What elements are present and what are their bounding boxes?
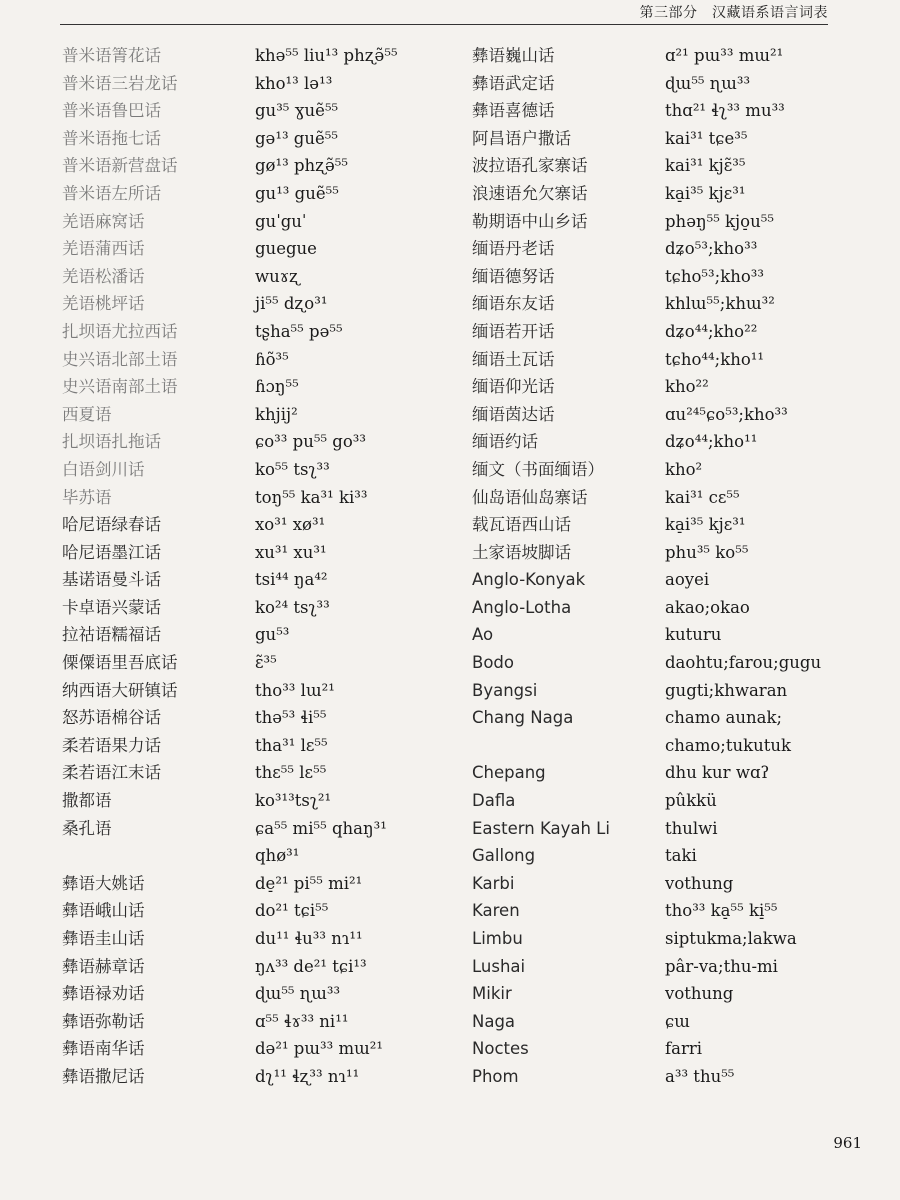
word-form: ka̠i³⁵ kjɛ³¹: [665, 183, 746, 203]
word-form: gu⁵³: [255, 625, 290, 645]
word-form: ɛ̃³⁵: [255, 653, 277, 673]
word-form: ko²⁴ tsʅ³³: [255, 597, 330, 617]
word-form: kho²²: [665, 377, 709, 397]
word-form: khlɯ⁵⁵;khɯ³²: [665, 294, 775, 314]
dialect-name: 彝语武定话: [472, 73, 555, 93]
word-form: gugti;khwaran: [665, 680, 788, 700]
word-form: tɕho⁵³;kho³³: [665, 266, 765, 286]
dialect-name: 怒苏语棉谷话: [62, 708, 161, 728]
word-form: a³³ thu⁵⁵: [665, 1066, 735, 1086]
word-form: tho³³ lɯ²¹: [255, 680, 335, 700]
word-form: thə⁵³ ɬi⁵⁵: [255, 708, 327, 728]
right-dialect-column: [472, 42, 652, 1091]
dialect-name: 撒都语: [62, 791, 112, 811]
dialect-name: 普米语拖七话: [62, 128, 161, 148]
word-form: kai³¹ cɛ⁵⁵: [665, 487, 740, 507]
dialect-name: Chepang: [472, 763, 546, 783]
word-form: dʅ¹¹ ɬʐ³³ nɿ¹¹: [255, 1066, 360, 1086]
dialect-name: [472, 732, 652, 760]
dialect-name: Noctes: [472, 1039, 529, 1059]
left-form-column: [255, 42, 465, 1091]
dialect-name: 彝语南华话: [62, 1039, 145, 1059]
word-form: ko⁵⁵ tsʅ³³: [255, 459, 330, 479]
word-form: thɑ²¹ ɬʅ³³ mu³³: [665, 101, 785, 121]
word-form: dʑo⁴⁴;kho¹¹: [665, 432, 758, 452]
dialect-name: Bodo: [472, 653, 514, 673]
dialect-name: 波拉语孔家寨话: [472, 156, 588, 176]
dialect-name: 彝语喜德话: [472, 101, 555, 121]
dialect-name: 毕苏语: [62, 487, 112, 507]
dialect-name: Karen: [472, 901, 520, 921]
word-form: kho²: [665, 459, 703, 479]
word-form: ɦõ³⁵: [255, 349, 289, 369]
word-form: pâr-va;thu-mi: [665, 956, 778, 976]
word-form: qhø³¹: [255, 846, 300, 866]
word-form: aoyei: [665, 570, 710, 590]
word-form: ŋʌ³³ de²¹ tɕi¹³: [255, 956, 367, 976]
word-form: ɕa⁵⁵ mi⁵⁵ qhaŋ³¹: [255, 818, 387, 838]
word-form: wuɤʐ: [255, 266, 299, 286]
word-form: akao;okao: [665, 597, 750, 617]
dialect-name: Naga: [472, 1011, 516, 1031]
dialect-name: Phom: [472, 1066, 519, 1086]
dialect-name: Ao: [472, 625, 494, 645]
left-dialect-column: [62, 42, 252, 1091]
dialect-name: Byangsi: [472, 680, 538, 700]
dialect-name: 羌语麻窝话: [62, 211, 145, 231]
dialect-name: Anglo-Lotha: [472, 597, 572, 617]
page-number: 961: [833, 1134, 862, 1152]
word-form: de̠²¹ pi⁵⁵ mi²¹: [255, 873, 363, 893]
dialect-name: Limbu: [472, 929, 523, 948]
word-form: kho¹³ lə¹³: [255, 73, 333, 93]
dialect-name: 缅文（书面缅语）: [472, 459, 604, 479]
word-form: tho³³ ka̠⁵⁵ ki̠⁵⁵: [665, 901, 778, 921]
word-form: gu¹³ guẽ⁵⁵: [255, 183, 339, 203]
right-form-column: [665, 42, 865, 1091]
word-form: do²¹ tɕi⁵⁵: [255, 901, 329, 921]
dialect-name: 勒期语中山乡话: [472, 211, 588, 231]
word-form: vothung: [665, 873, 734, 893]
dialect-name: Chang Naga: [472, 708, 574, 728]
dialect-name: Dafla: [472, 791, 516, 811]
word-form: chamo aunak;: [665, 708, 783, 728]
word-form: xo³¹ xø³¹: [255, 515, 326, 535]
dialect-name: 缅语若开话: [472, 321, 555, 341]
dialect-name: 彝语巍山话: [472, 46, 555, 65]
word-form: ɕo³³ pu⁵⁵ go³³: [255, 432, 367, 452]
dialect-name: 阿昌语户撒话: [472, 128, 571, 148]
word-form: kai³¹ tɕe³⁵: [665, 128, 748, 148]
word-form: dʑo⁵³;kho³³: [665, 239, 758, 259]
dialect-name: 基诺语曼斗话: [62, 570, 161, 590]
word-form: du¹¹ ɬu³³ nɿ¹¹: [255, 929, 363, 948]
page-header: [0, 0, 900, 26]
word-form: taki: [665, 846, 697, 866]
dialect-name: 缅语东友话: [472, 294, 555, 314]
dialect-name: Lushai: [472, 956, 526, 976]
dialect-name: 缅语仰光话: [472, 377, 555, 397]
word-form: tʂha⁵⁵ pə⁵⁵: [255, 321, 343, 341]
word-form: khə⁵⁵ liu¹³ phʐə̃⁵⁵: [255, 46, 398, 65]
dialect-name: 羌语松潘话: [62, 266, 145, 286]
word-form: tɕho⁴⁴;kho¹¹: [665, 349, 765, 369]
dialect-name: 彝语大姚话: [62, 873, 145, 893]
word-form: ɑ²¹ pɯ³³ mɯ²¹: [665, 46, 784, 65]
word-form: farri: [665, 1039, 702, 1059]
dialect-name: 缅语丹老话: [472, 239, 555, 259]
dialect-name: 普米语鲁巴话: [62, 101, 161, 121]
word-form: ko³¹³tsʅ²¹: [255, 791, 332, 811]
word-form: phu³⁵ ko⁵⁵: [665, 542, 749, 562]
dialect-name: 彝语赫章话: [62, 956, 145, 976]
word-form: guˈguˈ: [255, 211, 307, 231]
dialect-name: Gallong: [472, 846, 536, 866]
dialect-name: Anglo-Konyak: [472, 570, 586, 590]
dialect-name: 拉祜语糯福话: [62, 625, 161, 645]
dialect-name: 卡卓语兴蒙话: [62, 597, 161, 617]
dialect-name: 彝语弥勒话: [62, 1011, 145, 1031]
word-form: ka̠i³⁵ kjɛ³¹: [665, 515, 746, 535]
word-form: ɑu²⁴⁵ɕo⁵³;kho³³: [665, 404, 788, 424]
word-form: gu³⁵ ɣuẽ⁵⁵: [255, 101, 339, 121]
word-form: ji⁵⁵ dʐo³¹: [255, 294, 328, 314]
dialect-name: 西夏语: [62, 404, 112, 424]
word-form: chamo;tukutuk: [665, 735, 791, 755]
word-form: ɖɯ⁵⁵ ɳɯ³³: [255, 984, 341, 1004]
word-form: kai³¹ kjɛ̃³⁵: [665, 156, 746, 176]
dialect-name: 史兴语南部土语: [62, 377, 178, 397]
running-head: 第三部分 汉藏语系语言词表: [639, 5, 828, 21]
word-form: ɦɔŋ⁵⁵: [255, 377, 299, 397]
dialect-name: [62, 842, 252, 870]
word-form: gø¹³ phʐə̃⁵⁵: [255, 156, 349, 176]
dialect-name: 普米语三岩龙话: [62, 73, 178, 93]
dialect-name: 傈僳语里吾底话: [62, 653, 178, 673]
word-form: siptukma;lakwa: [665, 929, 797, 948]
dialect-name: 土家语坡脚话: [472, 542, 571, 562]
word-form: thulwi: [665, 818, 718, 838]
word-form: xu³¹ xu³¹: [255, 542, 327, 562]
word-form: vothung: [665, 984, 734, 1004]
word-form: tsi⁴⁴ ŋa⁴²: [255, 570, 328, 590]
dialect-name: 彝语峨山话: [62, 901, 145, 921]
dialect-name: 载瓦语西山话: [472, 515, 571, 535]
dialect-name: 普米语新营盘话: [62, 156, 178, 176]
dialect-name: 普米语箐花话: [62, 46, 161, 65]
dialect-name: Karbi: [472, 873, 515, 893]
word-form: thɛ⁵⁵ lɛ⁵⁵: [255, 763, 327, 783]
dialect-name: 扎坝语尤拉西话: [62, 321, 178, 341]
word-form: guegue: [255, 239, 317, 259]
dialect-name: 仙岛语仙岛寨话: [472, 487, 588, 507]
header-rule: [60, 24, 828, 25]
word-form: tha³¹ lɛ⁵⁵: [255, 735, 328, 755]
word-form: kuturu: [665, 625, 722, 645]
dialect-name: 普米语左所话: [62, 183, 161, 203]
dialect-name: 缅语土瓦话: [472, 349, 555, 369]
dialect-name: 白语剑川话: [62, 459, 145, 479]
dialect-name: 柔若语江末话: [62, 763, 161, 783]
word-form: phəŋ⁵⁵ kjo̠u⁵⁵: [665, 211, 774, 231]
word-form: daohtu;farou;gugu: [665, 653, 822, 673]
dialect-name: 哈尼语墨江话: [62, 542, 161, 562]
word-form: khjij²: [255, 404, 298, 424]
dialect-name: 缅语约话: [472, 432, 538, 452]
dialect-name: 羌语蒲西话: [62, 239, 145, 259]
dialect-name: 桑孔语: [62, 818, 112, 838]
word-form: gə¹³ guẽ⁵⁵: [255, 128, 338, 148]
word-form: ɖɯ⁵⁵ ɳɯ³³: [665, 73, 751, 93]
dialect-name: 羌语桃坪话: [62, 294, 145, 314]
dialect-name: 彝语禄劝话: [62, 984, 145, 1004]
dialect-name: 缅语茵达话: [472, 404, 555, 424]
dialect-name: 彝语撒尼话: [62, 1066, 145, 1086]
word-form: ɕɯ: [665, 1011, 690, 1031]
word-form: pûkkü: [665, 791, 717, 811]
dialect-name: 缅语德努话: [472, 266, 555, 286]
dialect-name: 浪速语允欠寨话: [472, 183, 588, 203]
word-form: də²¹ pɯ³³ mɯ²¹: [255, 1039, 384, 1059]
dialect-name: 史兴语北部土语: [62, 349, 178, 369]
dialect-name: Eastern Kayah Li: [472, 818, 610, 838]
dialect-name: 彝语圭山话: [62, 929, 145, 948]
dialect-name: 柔若语果力话: [62, 735, 161, 755]
word-form: ɑ⁵⁵ ɬɤ³³ ni¹¹: [255, 1011, 349, 1031]
word-form: dhu kur wɑʔ: [665, 763, 770, 783]
dialect-name: Mikir: [472, 984, 512, 1004]
word-form: dʑo⁴⁴;kho²²: [665, 321, 758, 341]
word-form: toŋ⁵⁵ ka³¹ ki³³: [255, 487, 368, 507]
dialect-name: 哈尼语绿春话: [62, 515, 161, 535]
dialect-name: 纳西语大研镇话: [62, 680, 178, 700]
dialect-name: 扎坝语扎拖话: [62, 432, 161, 452]
